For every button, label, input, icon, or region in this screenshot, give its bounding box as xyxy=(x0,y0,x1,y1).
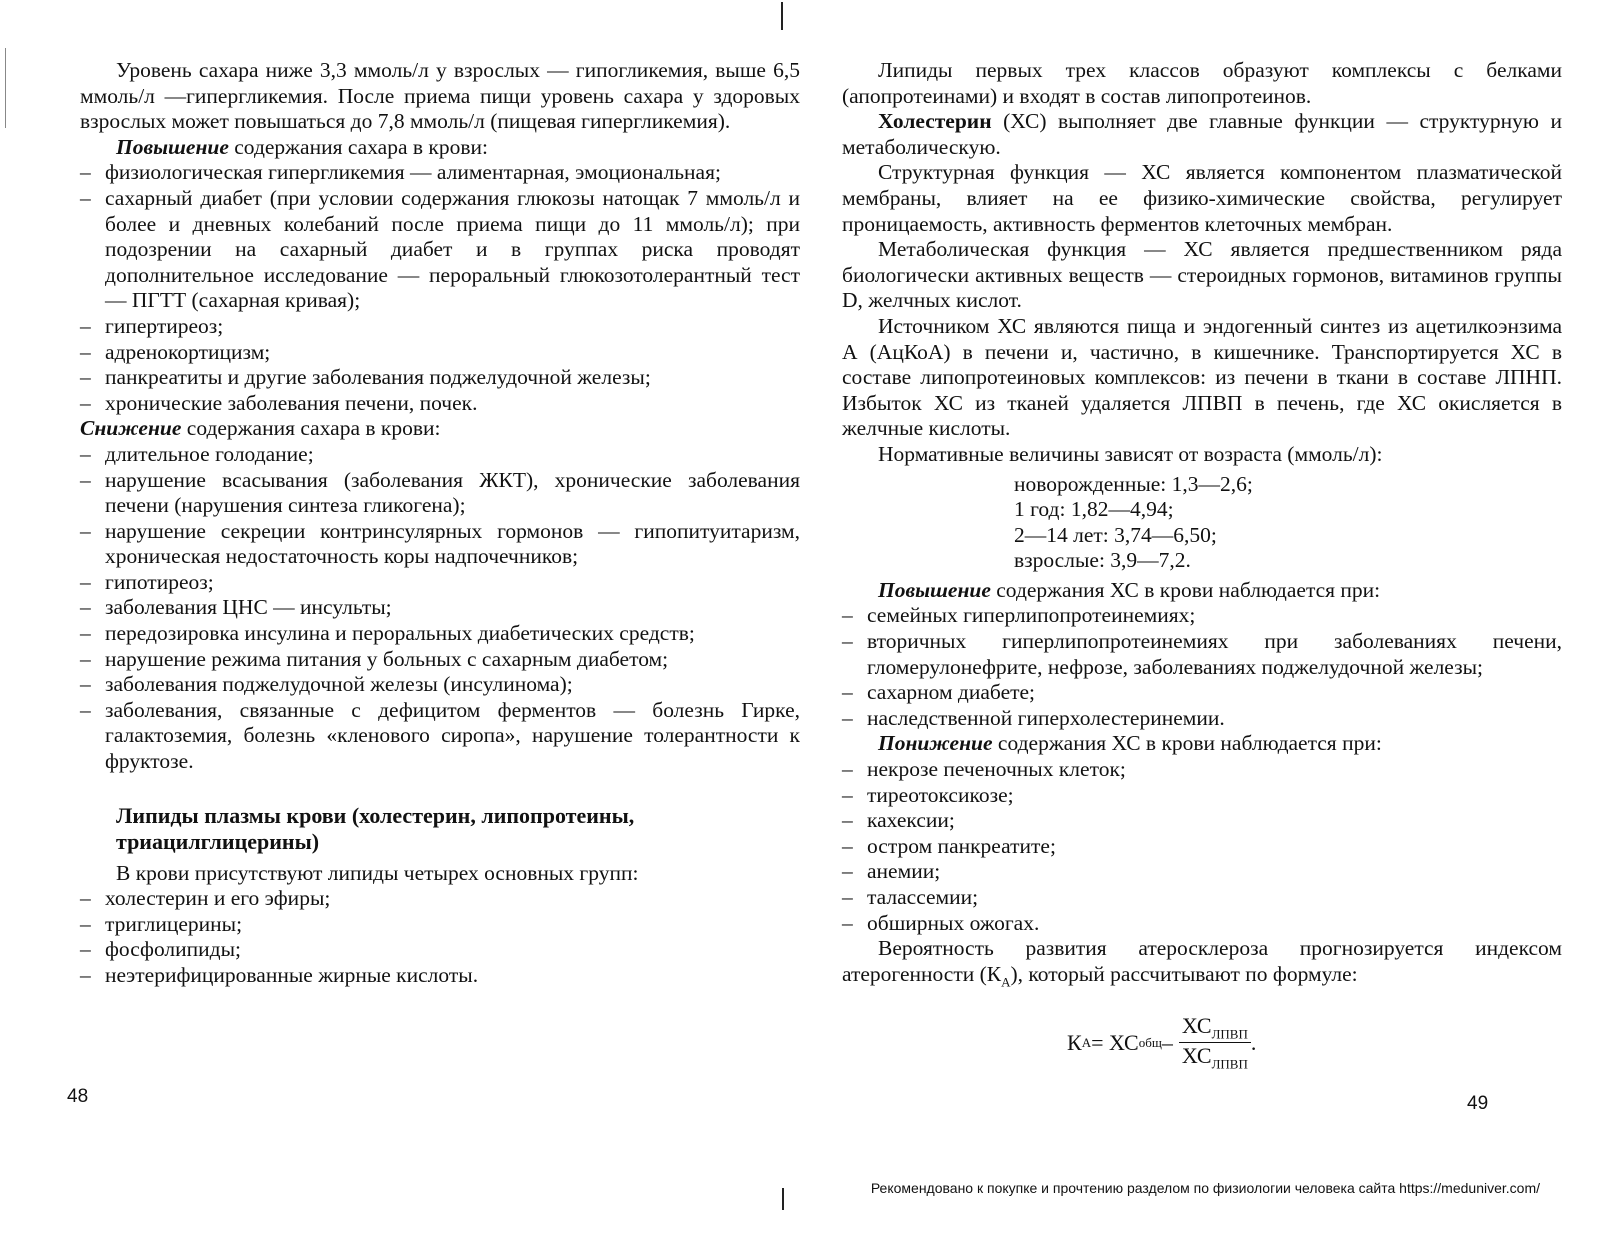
page-number-right: 49 xyxy=(1467,1093,1489,1114)
footer-recommendation: Рекомендовано к покупке и прочтению разделом по физиологии человека сайта https://meduniver.com/ xyxy=(870,1180,1540,1196)
atherogenic-paragraph xyxy=(842,936,1562,994)
cholesterol-source-paragraph: Источником ХС являются пища и эндогенный синтез из ацетилкоэнзима А (АцКоА) в печени и, частично, в кишечнике. Транспортируется ХС в составе липопротеиновых комплексов: из печени в ткани в составе ЛПНП. Избыток ХС из тканей удаляется ЛПВП в печень, где ХС окисляется в желчные кислоты. xyxy=(842,313,1562,441)
list-item: – наследственной гиперхолестеринемии. xyxy=(842,706,1562,732)
glucose-decrease-term: Снижение xyxy=(80,416,182,441)
list-item: – сахарный диабет (при условии содержания глюкозы натощак 7 ммоль/л и более и дневных колебаний после приема пищи до 11 ммоль/л); при подозрении на сахарный диабет и в группах риска проводят дополнительное исследование — пероральный глюкозотолерантный тест — ПГТТ (сахарная кривая); xyxy=(80,186,800,314)
list-item: – анемии; xyxy=(842,859,1562,885)
atherogenic-sub: А xyxy=(1001,974,1011,990)
formula-fraction xyxy=(1179,1013,1251,1073)
formula-end: . xyxy=(1250,1029,1257,1055)
list-item: – триглицерины; xyxy=(80,912,800,938)
norm-item: 1 год: 1,82—4,94; xyxy=(1014,497,1174,522)
list-item: – обширных ожогах. xyxy=(842,911,1562,937)
norm-item: 2—14 лет: 3,74—6,50; xyxy=(1014,522,1217,547)
cholesterol-term: Холестерин xyxy=(878,109,992,134)
formula-lhs-sub: А xyxy=(1081,1034,1092,1050)
atherogenic-end: ), который рассчитывают по формуле: xyxy=(1010,961,1358,986)
list-item: – талассемии; xyxy=(842,885,1562,911)
list-item: – остром панкреатите; xyxy=(842,834,1562,860)
glucose-increase-term: Повышение xyxy=(116,134,229,159)
left-page xyxy=(80,58,800,989)
denominator-sub: ЛПВП xyxy=(1211,1056,1248,1072)
page-number-left: 48 xyxy=(67,1086,89,1107)
formula-total-sub: общ xyxy=(1138,1034,1162,1050)
norm-item: новорожденные: 1,3—2,6; xyxy=(1014,471,1253,496)
list-item: – заболевания поджелудочной железы (инсулинома); xyxy=(80,672,800,698)
chol-decrease-term: Понижение xyxy=(878,731,993,756)
glucose-increase-heading xyxy=(80,135,800,161)
scan-mark-bottom xyxy=(782,1188,784,1210)
list-item: – передозировка инсулина и пероральных диабетических средств; xyxy=(80,621,800,647)
list-item: – длительное голодание; xyxy=(80,442,800,468)
atherogenic-formula xyxy=(1067,1013,1256,1073)
chol-increase-term: Повышение xyxy=(878,577,991,602)
glucose-decrease-rest: содержания сахара в крови: xyxy=(181,416,441,441)
list-item: – заболевания ЦНС — инсульты; xyxy=(80,595,800,621)
section-heading: Липиды плазмы крови (холестерин, липопротеины, триацилглицерины) xyxy=(116,802,635,854)
right-page xyxy=(842,58,1562,995)
glucose-increase-rest: содержания сахара в крови: xyxy=(228,134,488,159)
list-item: – гипотиреоз; xyxy=(80,570,800,596)
list-item: – физиологическая гипергликемия — алиментарная, эмоциональная; xyxy=(80,160,800,186)
cholesterol-rest: (ХС) выполняет две главные функции — структурную и метаболическую. xyxy=(842,109,1562,159)
norms-intro: Нормативные величины зависят от возраста (ммоль/л): xyxy=(878,441,1383,466)
scan-edge-left xyxy=(5,48,6,128)
structural-function-paragraph: Структурная функция — ХС является компонентом плазматической мембраны, влияет на ее физико-химические свойства, регулирует проницаемость, активность ферментов клеточных мембран. xyxy=(842,160,1562,236)
glucose-decrease-list xyxy=(80,442,800,775)
formula-eq: = ХС xyxy=(1091,1029,1139,1055)
list-item: – неэтерифицированные жирные кислоты. xyxy=(80,963,800,989)
list-item: – нарушение всасывания (заболевания ЖКТ), хронические заболевания печени (нарушения синтеза гликогена); xyxy=(80,468,800,519)
list-item: – кахексии; xyxy=(842,808,1562,834)
atherogenic-text: Вероятность развития атеросклероза прогнозируется индексом атерогенности (К xyxy=(842,936,1562,986)
list-item: – некрозе печеночных клеток; xyxy=(842,757,1562,783)
numerator-sub: ЛПВП xyxy=(1211,1026,1248,1042)
norm-item: взрослые: 3,9—7,2. xyxy=(1014,548,1191,573)
numerator-text: ХС xyxy=(1181,1013,1212,1038)
chol-decrease-list xyxy=(842,757,1562,936)
list-item: – нарушение секреции контринсулярных гормонов — гипопитуитаризм, хроническая недостаточность коры надпочечников; xyxy=(80,519,800,570)
chol-increase-heading xyxy=(842,578,1562,604)
lipids-intro: В крови присутствуют липиды четырех основных групп: xyxy=(116,860,639,885)
list-item: – нарушение режима питания у больных с сахарным диабетом; xyxy=(80,647,800,673)
cholesterol-paragraph xyxy=(842,109,1562,160)
list-item: – панкреатиты и другие заболевания поджелудочной железы; xyxy=(80,365,800,391)
glucose-increase-list xyxy=(80,160,800,416)
formula-numerator xyxy=(1179,1013,1251,1043)
scan-mark-top xyxy=(781,2,783,30)
list-item: – холестерин и его эфиры; xyxy=(80,886,800,912)
chol-increase-rest: содержания ХС в крови наблюдается при: xyxy=(990,577,1381,602)
list-item: – заболевания, связанные с дефицитом ферментов — болезнь Гирке, галактоземия, болезнь «кленового сиропа», нарушение толерантности к фруктозе. xyxy=(80,698,800,775)
list-item: – адренокортицизм; xyxy=(80,340,800,366)
lipid-complexes-paragraph: Липиды первых трех классов образуют комплексы с белками (апопротеинами) и входят в состав липопротеинов. xyxy=(842,58,1562,108)
formula-lhs: К xyxy=(1067,1029,1082,1055)
metabolic-function-paragraph: Метаболическая функция — ХС является предшественником ряда биологически активных веществ — стероидных гормонов, витаминов группы D, желчных кислот. xyxy=(842,237,1562,313)
formula-denominator xyxy=(1179,1043,1251,1072)
list-item: – фосфолипиды; xyxy=(80,937,800,963)
glucose-decrease-heading xyxy=(80,416,800,442)
norms-list xyxy=(1014,472,1562,574)
formula-minus: – xyxy=(1161,1029,1173,1055)
chol-decrease-rest: содержания ХС в крови наблюдается при: xyxy=(992,731,1382,756)
chol-increase-list xyxy=(842,603,1562,731)
lipid-groups-list xyxy=(80,886,800,988)
list-item: – хронические заболевания печени, почек. xyxy=(80,391,800,417)
left-intro-paragraph: Уровень сахара ниже 3,3 ммоль/л у взрослых — гипогликемия, выше 6,5 ммоль/л —гипергликемия. После приема пищи уровень сахара у здоровых взрослых может повышаться до 7,8 ммоль/л (пищевая гипергликемия). xyxy=(80,58,800,134)
list-item: – сахарном диабете; xyxy=(842,680,1562,706)
denominator-text: ХС xyxy=(1181,1043,1212,1069)
chol-decrease-heading xyxy=(842,731,1562,757)
list-item: – вторичных гиперлипопротеинемиях при заболеваниях печени, гломерулонефрите, нефрозе, заболеваниях поджелудочной железы; xyxy=(842,629,1562,680)
list-item: – семейных гиперлипопротеинемиях; xyxy=(842,603,1562,629)
list-item: – гипертиреоз; xyxy=(80,314,800,340)
list-item: – тиреотоксикозе; xyxy=(842,783,1562,809)
